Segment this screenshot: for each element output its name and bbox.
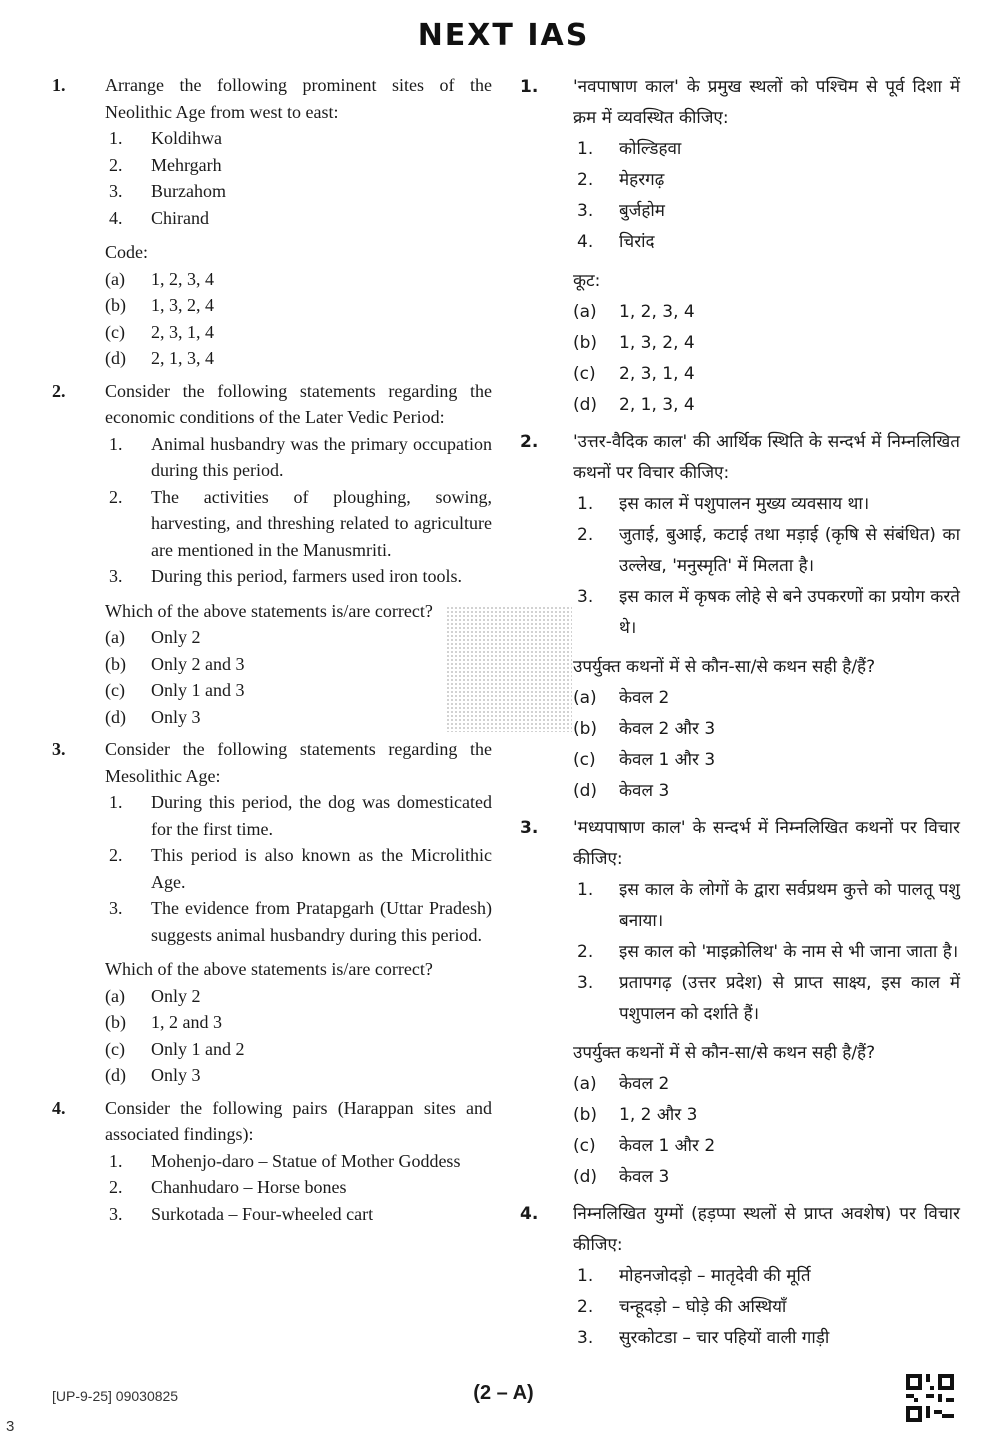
option-text: 1, 2, 3, 4 (151, 268, 214, 289)
statement-text: प्रतापगढ़ (उत्तर प्रदेश) से प्राप्त साक्ष्य, इस काल में पशुपालन को दर्शाते हैं। (619, 973, 960, 1024)
spacer (105, 948, 492, 956)
statement-number: 2. (577, 942, 594, 962)
option-label: (a) (105, 268, 125, 289)
question-text: Arrange the following prominent sites of the Neolithic Age from west to east: (105, 75, 492, 122)
statement-number: 3. (109, 566, 123, 586)
statement-item (105, 895, 492, 948)
question-block (520, 813, 960, 1193)
statement-item (105, 152, 492, 179)
statement-text: Chanhudaro – Horse bones (151, 1177, 347, 1197)
statement-number: 2. (109, 486, 123, 507)
statement-item (105, 789, 492, 842)
statement-item (573, 968, 960, 1030)
statement-item (105, 125, 492, 152)
option-text: 1, 2, 3, 4 (619, 302, 695, 322)
option-label: (d) (573, 781, 598, 801)
question-number: 3. (520, 818, 539, 838)
option-label: (b) (573, 1105, 598, 1125)
answer-option (573, 328, 960, 359)
option-label: (a) (573, 302, 597, 322)
question-block (52, 736, 492, 1089)
statement-item (573, 1261, 960, 1292)
option-text: Only 1 and 2 (151, 1038, 245, 1059)
question-text: Consider the following pairs (Harappan sites and associated findings): (105, 1097, 492, 1144)
question-text: 'मध्यपाषाण काल' के सन्दर्भ में निम्नलिखित कथनों पर विचार कीजिए: (573, 818, 960, 869)
question-block (520, 427, 960, 807)
option-label: (d) (105, 706, 126, 727)
statement-number: 1. (109, 1150, 123, 1171)
option-label: (d) (573, 1167, 598, 1187)
spacer (573, 258, 960, 266)
statement-text: इस काल में पशुपालन मुख्य व्यवसाय था। (619, 494, 870, 514)
answer-prompt: Which of the above statements is/are correct? (105, 959, 433, 979)
answer-option (105, 292, 492, 319)
statement-number: 2. (577, 170, 594, 190)
option-text: केवल 2 (619, 688, 670, 708)
question-text: निम्नलिखित युग्मों (हड़प्पा स्थलों से प्राप्त अवशेष) पर विचार कीजिए: (573, 1204, 960, 1255)
paper-code: [UP-9-25] 09030825 (52, 1388, 179, 1404)
statement-item (105, 842, 492, 895)
option-text: 2, 1, 3, 4 (151, 348, 214, 368)
statement-item (105, 178, 492, 205)
answer-option (105, 651, 492, 678)
statement-item (105, 205, 492, 232)
statement-number: 2. (577, 525, 594, 545)
question-number: 2. (520, 432, 539, 452)
option-text: केवल 1 और 3 (619, 750, 716, 770)
sheet-number: 3 (6, 1418, 15, 1435)
option-text: केवल 3 (619, 1167, 670, 1187)
statement-number: 1. (577, 494, 594, 514)
answer-option (573, 1069, 960, 1100)
statement-text: The evidence from Pratapgarh (Uttar Pradesh) suggests animal husbandry during this period. (151, 898, 492, 945)
page-header-logo: NEXT IAS (417, 18, 590, 53)
option-label: (c) (105, 1038, 125, 1059)
statement-text: Mehrgarh (151, 154, 222, 175)
option-text: 2, 3, 1, 4 (619, 364, 695, 384)
answer-option (105, 266, 492, 293)
option-text: Only 3 (151, 706, 201, 727)
option-label: (b) (573, 333, 598, 353)
statement-number: 2. (577, 1297, 594, 1317)
statement-item (573, 1323, 960, 1354)
question-block (520, 72, 960, 421)
statement-number: 4. (109, 207, 123, 228)
answer-option (105, 319, 492, 346)
statement-text: मोहनजोदड़ो – मातृदेवी की मूर्ति (619, 1266, 811, 1286)
option-label: (a) (573, 688, 597, 708)
answer-option (573, 390, 960, 421)
question-block (52, 72, 492, 372)
statement-text: कोल्डिहवा (619, 139, 682, 159)
option-label: (c) (105, 680, 125, 700)
option-label: (a) (105, 627, 125, 647)
option-label: (a) (105, 985, 125, 1006)
answer-option (573, 297, 960, 328)
statement-number: 1. (577, 880, 594, 900)
statement-number: 2. (109, 845, 123, 865)
statement-number: 3. (577, 1328, 594, 1348)
option-text: केवल 3 (619, 781, 670, 801)
statement-text: बुर्जहोम (619, 201, 665, 221)
statement-number: 1. (109, 792, 123, 812)
answer-prompt: उपर्युक्त कथनों में से कौन-सा/से कथन सही है/हैं? (573, 1043, 876, 1063)
option-label: (c) (573, 364, 596, 384)
answer-prompt: कूट: (573, 271, 601, 291)
option-text: Only 1 and 3 (151, 680, 245, 700)
hindi-column (520, 72, 960, 1360)
option-text: केवल 2 और 3 (619, 719, 716, 739)
answer-prompt: उपर्युक्त कथनों में से कौन-सा/से कथन सही है/हैं? (573, 657, 876, 677)
qr-code-icon (906, 1374, 954, 1422)
option-label: (d) (573, 395, 598, 415)
statement-number: 3. (577, 973, 594, 993)
option-text: 1, 3, 2, 4 (151, 295, 214, 315)
answer-option (105, 704, 492, 731)
option-label: (b) (105, 1012, 126, 1032)
answer-option (573, 683, 960, 714)
answer-prompt: Code: (105, 242, 148, 262)
question-block (52, 378, 492, 731)
statement-text: Koldihwa (151, 128, 222, 148)
answer-prompt: Which of the above statements is/are correct? (105, 600, 433, 621)
option-text: केवल 1 और 2 (619, 1136, 716, 1156)
statement-number: 3. (577, 587, 594, 607)
statement-text: इस काल को 'माइक्रोलिथ' के नाम से भी जाना जाता है। (619, 942, 959, 962)
spacer (105, 590, 492, 598)
option-label: (d) (105, 1065, 126, 1085)
statement-text: Chirand (151, 207, 209, 228)
option-label: (d) (105, 348, 126, 368)
answer-option (105, 983, 492, 1010)
question-text: 'नवपाषाण काल' के प्रमुख स्थलों को पश्चिम से पूर्व दिशा में क्रम में व्यवस्थित कीजिए: (573, 77, 960, 128)
statement-item (105, 1201, 492, 1228)
statement-text: जुताई, बुआई, कटाई तथा मड़ाई (कृषि से संबंधित) का उल्लेख, 'मनुस्मृति' में मिलता है। (619, 525, 960, 576)
option-text: Only 3 (151, 1065, 201, 1085)
option-label: (a) (573, 1074, 597, 1094)
option-text: Only 2 and 3 (151, 653, 245, 674)
option-text: 1, 2 and 3 (151, 1012, 222, 1032)
statement-number: 2. (109, 1177, 123, 1197)
spacer (573, 1030, 960, 1038)
statement-item (573, 196, 960, 227)
statement-number: 3. (109, 1203, 123, 1224)
answer-option (573, 714, 960, 745)
option-label: (c) (573, 1136, 596, 1156)
statement-text: Surkotada – Four-wheeled cart (151, 1203, 374, 1224)
statement-text: इस काल के लोगों के द्वारा सर्वप्रथम कुत्ते को पालतू पशु बनाया। (619, 880, 960, 931)
statement-item (573, 489, 960, 520)
question-block (520, 1199, 960, 1354)
spacer (105, 231, 492, 239)
statement-number: 1. (577, 139, 594, 159)
option-label: (c) (573, 750, 596, 770)
statement-item (105, 563, 492, 590)
statement-text: चिरांद (619, 232, 655, 252)
page-number: (2 – A) (473, 1382, 534, 1404)
statement-text: The activities of ploughing, sowing, harvesting, and threshing related to agriculture are mentioned in the Manusmriti. (151, 486, 492, 560)
statement-number: 1. (109, 433, 123, 454)
option-text: 2, 1, 3, 4 (619, 395, 695, 415)
answer-option (105, 345, 492, 372)
spacer (573, 644, 960, 652)
statement-number: 1. (109, 128, 123, 148)
answer-option (105, 677, 492, 704)
answer-option (573, 1131, 960, 1162)
question-text: Consider the following statements regarding the Mesolithic Age: (105, 739, 492, 786)
question-number: 3. (52, 739, 66, 759)
answer-option (573, 1100, 960, 1131)
option-text: केवल 2 (619, 1074, 670, 1094)
question-text: 'उत्तर-वैदिक काल' की आर्थिक स्थिति के सन्दर्भ में निम्नलिखित कथनों पर विचार कीजिए: (573, 432, 960, 483)
statement-text: Animal husbandry was the primary occupation during this period. (151, 433, 492, 480)
statement-number: 3. (109, 898, 123, 918)
watermark-stamp (446, 606, 572, 732)
statement-number: 2. (109, 154, 123, 175)
statement-number: 3. (577, 201, 594, 221)
statement-item (105, 1148, 492, 1175)
answer-option (573, 1162, 960, 1193)
statement-number: 4. (577, 232, 594, 252)
statement-text: सुरकोटडा – चार पहियों वाली गाड़ी (619, 1328, 830, 1348)
statement-text: This period is also known as the Microlithic Age. (151, 845, 492, 892)
question-number: 1. (52, 75, 66, 95)
option-label: (c) (105, 321, 125, 342)
option-text: 2, 3, 1, 4 (151, 321, 214, 342)
statement-item (573, 134, 960, 165)
answer-option (105, 1062, 492, 1089)
option-text: 1, 2 और 3 (619, 1105, 698, 1125)
statement-text: मेहरगढ़ (619, 170, 665, 190)
option-text: Only 2 (151, 627, 201, 647)
question-text: Consider the following statements regarding the economic conditions of the Later Vedic Period: (105, 380, 492, 427)
statement-text: During this period, the dog was domesticated for the first time. (151, 792, 492, 839)
english-column (52, 72, 492, 1233)
statement-text: चन्हूदड़ो – घोड़े की अस्थियाँ (619, 1297, 787, 1317)
statement-text: Burzahom (151, 181, 226, 201)
question-number: 4. (520, 1204, 539, 1224)
statement-item (573, 1292, 960, 1323)
question-number: 2. (52, 380, 66, 401)
question-block (52, 1095, 492, 1228)
statement-text: During this period, farmers used iron tools. (151, 566, 462, 586)
answer-option (573, 776, 960, 807)
statement-text: इस काल में कृषक लोहे से बने उपकरणों का प्रयोग करते थे। (619, 587, 960, 638)
statement-item (573, 520, 960, 582)
answer-option (105, 1036, 492, 1063)
option-text: Only 2 (151, 985, 201, 1006)
answer-option (573, 359, 960, 390)
statement-item (105, 1174, 492, 1201)
statement-item (573, 937, 960, 968)
statement-text: Mohenjo-daro – Statue of Mother Goddess (151, 1150, 461, 1171)
statement-item (573, 227, 960, 258)
statement-item (105, 484, 492, 564)
answer-option (105, 1009, 492, 1036)
statement-number: 3. (109, 181, 123, 201)
statement-item (573, 875, 960, 937)
option-label: (b) (105, 653, 126, 674)
statement-number: 1. (577, 1266, 594, 1286)
statement-item (573, 165, 960, 196)
statement-item (105, 431, 492, 484)
option-text: 1, 3, 2, 4 (619, 333, 695, 353)
question-number: 4. (52, 1097, 66, 1118)
question-number: 1. (520, 77, 539, 97)
answer-option (105, 624, 492, 651)
answer-option (573, 745, 960, 776)
statement-item (573, 582, 960, 644)
option-label: (b) (573, 719, 598, 739)
option-label: (b) (105, 295, 126, 315)
